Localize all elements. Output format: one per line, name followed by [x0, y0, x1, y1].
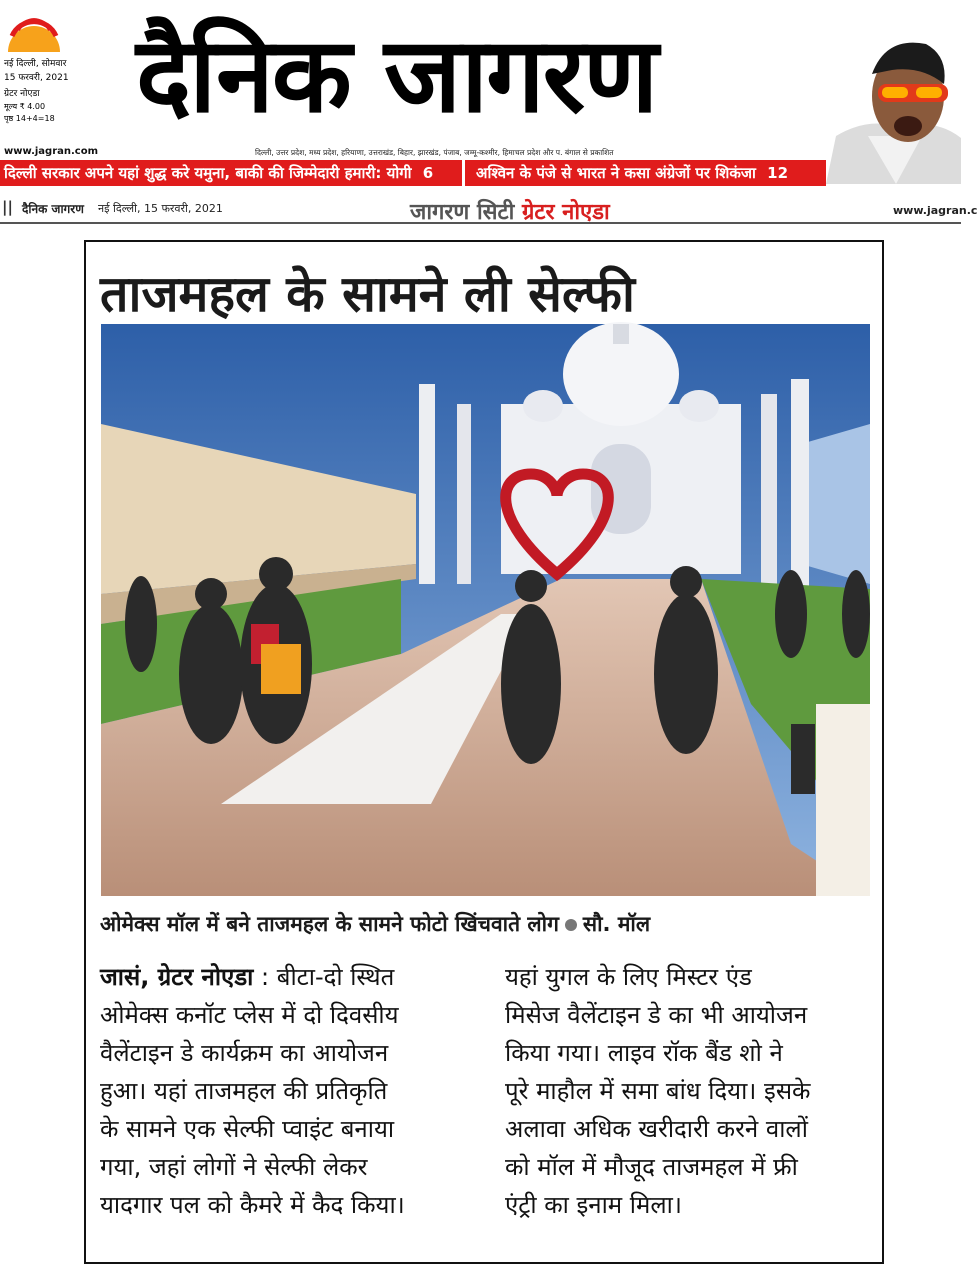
article-line: यहां युगल के लिए मिस्टर एंड: [505, 963, 752, 991]
ticker-page-1: 6: [422, 164, 434, 182]
article-line: यादगार पल को कैमरे में कैद किया।: [100, 1191, 405, 1219]
article-line: किया गया। लाइव रॉक बैंड शो ने: [505, 1039, 783, 1067]
article-headline: ताजमहल के सामने ली सेल्फी: [100, 265, 635, 323]
ticker-page-2: 12: [767, 164, 789, 182]
tajmahal-replica-photo: [101, 324, 870, 896]
ticker-headline-1: दिल्ली सरकार अपने यहां शुद्ध करे यमुना, बाकी की जिम्मेदारी हमारी: योगी: [4, 164, 412, 182]
price: मूल्य ₹ 4.00: [4, 102, 46, 111]
article-column-left: [100, 958, 480, 1224]
section-date: नई दिल्ली, 15 फरवरी, 2021: [98, 202, 223, 215]
article-line: ओमेक्स कनॉट प्लेस में दो दिवसीय: [100, 1001, 399, 1029]
section-url[interactable]: www.jagran.c: [893, 204, 977, 217]
photo-caption: [100, 910, 650, 938]
issue-date: 15 फरवरी, 2021: [4, 73, 69, 83]
article-line: मिसेज वैलेंटाइन डे का भी आयोजन: [505, 1001, 808, 1029]
article-line: पूरे माहौल में समा बांध दिया। इसके: [505, 1077, 811, 1105]
page-count: पृष्ठ 14+4=18: [4, 114, 55, 123]
ticker-item-2[interactable]: [476, 162, 788, 184]
article-line: अलावा अधिक खरीदारी करने वालों: [505, 1115, 808, 1143]
section-title-region: ग्रेटर नोएडा: [522, 200, 610, 225]
article-column-right: [505, 958, 875, 1224]
article-line: एंट्री का इनाम मिला।: [505, 1191, 682, 1219]
ticker-item-1[interactable]: [4, 162, 433, 184]
ticker-divider: [462, 160, 465, 186]
article-line: को मॉल में मौजूद ताजमहल में फ्री: [505, 1153, 798, 1181]
ticker-headline-2: अश्विन के पंजे से भारत ने कसा अंग्रेजों पर शिकंजा: [476, 164, 756, 182]
section-brand: दैनिक जागरण: [22, 202, 84, 216]
jagran-sun-logo: [4, 8, 64, 52]
article-line: वैलेंटाइन डे कार्यक्रम का आयोजन: [100, 1039, 389, 1067]
section-title: [410, 196, 610, 226]
website-url[interactable]: www.jagran.com: [4, 146, 99, 157]
article-line: जासं, ग्रेटर नोएडा : बीटा-दो स्थित: [100, 963, 395, 991]
bullet-icon: [565, 919, 577, 931]
article-line: हुआ। यहां ताजमहल की प्रतिकृति: [100, 1077, 388, 1105]
cricketer-photo: [826, 26, 961, 184]
article-line: गया, जहां लोगों ने सेल्फी लेकर: [100, 1153, 368, 1181]
dateline: जासं, ग्रेटर नोएडा: [100, 963, 254, 991]
edition: ग्रेटर नोएडा: [4, 89, 40, 99]
article-line: के सामने एक सेल्फी प्वाइंट बनाया: [100, 1115, 395, 1143]
publication-states: दिल्ली, उत्तर प्रदेश, मध्य प्रदेश, हरियाणा, उत्तराखंड, बिहार, झारखंड, पंजाब, जम्मू-कश्मीर, हिमाचल प्रदेश और प. बंगाल से प्रकाशित: [255, 148, 614, 157]
caption-credit: सौ. मॉल: [582, 912, 651, 936]
newspaper-title: दैनिक जागरण: [136, 14, 657, 136]
caption-text: ओमेक्स मॉल में बने ताजमहल के सामने फोटो खिंचवाते लोग: [100, 912, 559, 936]
section-marker: ||: [2, 198, 13, 216]
section-title-city: जागरण सिटी: [410, 200, 515, 225]
city-day: नई दिल्ली, सोमवार: [4, 59, 67, 69]
